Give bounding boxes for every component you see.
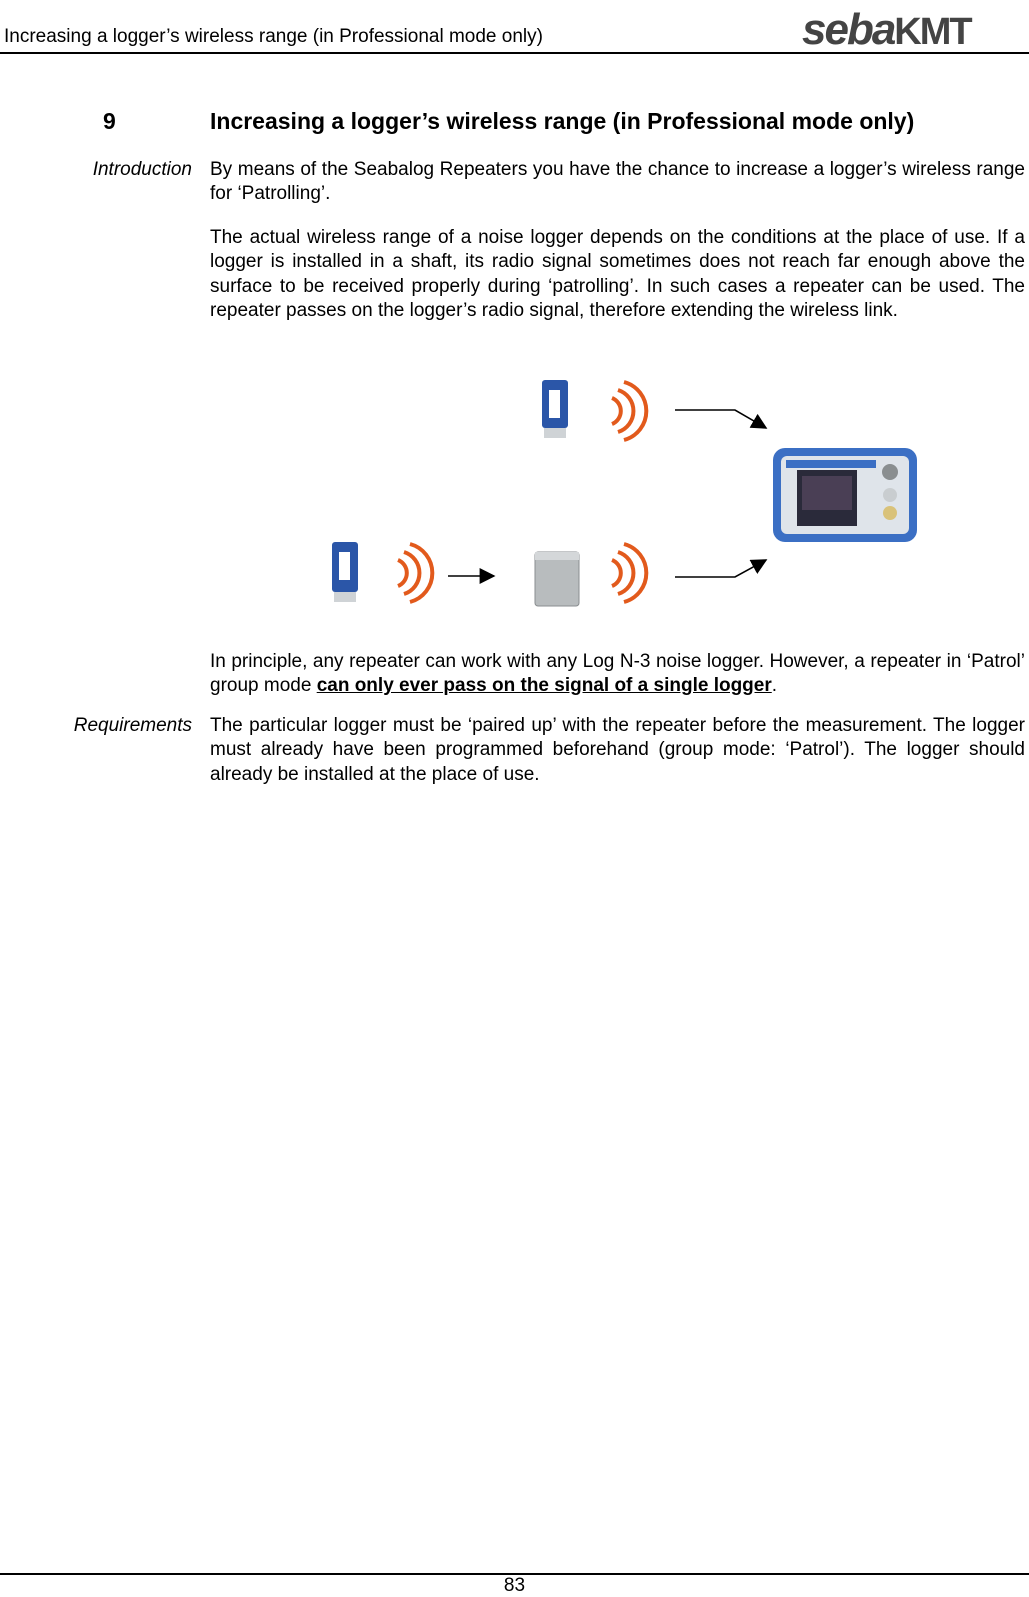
- header-rule: [0, 52, 1029, 54]
- section-number: 9: [103, 108, 116, 134]
- repeater-diagram: [330, 380, 940, 630]
- introduction-label: Introduction: [92, 159, 192, 180]
- logger-bottom-icon: [332, 542, 358, 602]
- intro-paragraph-2: The actual wireless range of a noise logger depends on the conditions at the place of use. If a logger is installed in a shaft, its radio signal sometimes does not reach far enough above the surface to be received properly during ‘patrolling’. In such cases a repeater can be used. The repeater passes on the logger’s radio signal, therefore extending the wireless link.: [210, 227, 1025, 321]
- radio-waves-bottom-left-icon: [398, 544, 432, 602]
- sebakmt-logo: [800, 4, 1026, 50]
- page-number: 83: [503, 1575, 526, 1596]
- intro-paragraph-1: By means of the Seabalog Repeaters you have the chance to increase a logger’s wireless range for ‘Patrolling’.: [210, 159, 1025, 205]
- receiver-device-icon: [773, 448, 917, 542]
- requirements-paragraph: The particular logger must be ‘paired up’ with the repeater before the measurement. The logger must already have been programmed beforehand (group mode: ‘Patrol’). The logger should already be installed at the place of use.: [210, 715, 1025, 785]
- section-title: Increasing a logger’s wireless range (in Professional mode only): [210, 108, 915, 134]
- logo-text: sebaKMT: [802, 5, 971, 50]
- requirements-label: Requirements: [73, 715, 192, 736]
- radio-waves-repeater-icon: [612, 544, 646, 602]
- intro-paragraph-3-start: In principle, any repeater can work with any Log N-3 noise logger. However, a repeater in ‘Patrol’ group mode: [210, 651, 1025, 697]
- arrow-top-to-device: [675, 410, 766, 428]
- intro-paragraph-3-end: .: [771, 675, 778, 697]
- radio-waves-top-icon: [612, 382, 646, 440]
- intro-paragraph-3-emphasis: can only ever pass on the signal of a single logger: [316, 675, 772, 697]
- running-header-title: Increasing a logger’s wireless range (in Professional mode only): [4, 26, 543, 47]
- arrow-repeater-to-device: [675, 560, 766, 577]
- repeater-icon: [535, 552, 579, 606]
- intro-paragraph-3: [210, 650, 1025, 699]
- logger-top-icon: [542, 380, 568, 438]
